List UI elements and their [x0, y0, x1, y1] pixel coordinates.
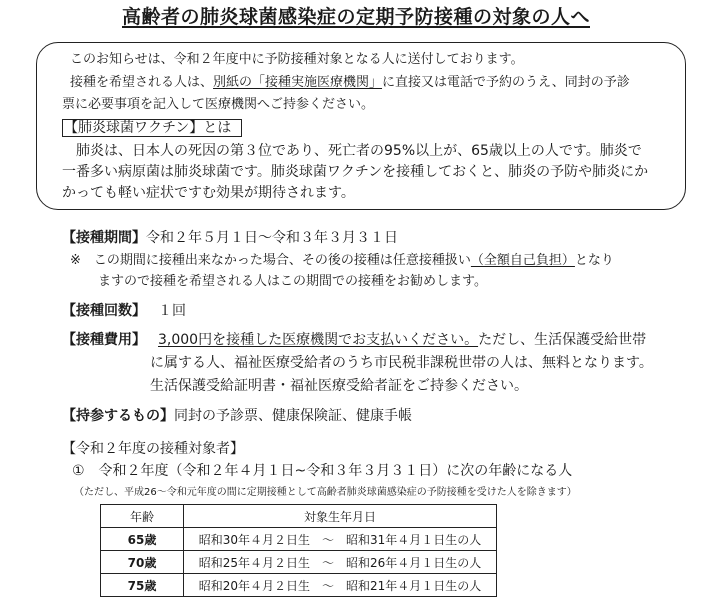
cost-row: 【接種費用】 3,000円を接種した医療機関でお支払いください。ただし、生活保護受給世帯 [62, 332, 647, 348]
cost-line: 生活保護受給証明書・福祉医療受給者証をご持参ください。 [150, 378, 528, 394]
age-cell: 65歳 [101, 528, 184, 551]
bring-key: 【持参するもの】 [62, 408, 174, 424]
period-key: 【接種期間】 [62, 230, 146, 246]
page-title: 高齢者の肺炎球菌感染症の定期予防接種の対象の人へ [121, 6, 590, 28]
period-value: 令和２年５月１日～令和３年３月３１日 [146, 230, 398, 246]
cost-key: 【接種費用】 [62, 332, 146, 348]
period-row [62, 230, 398, 246]
notice-line: このお知らせは、令和２年度中に予防接種対象となる人に送付しております。 [70, 52, 524, 67]
vaccine-heading: 【肺炎球菌ワクチン】とは [64, 120, 232, 136]
table-header: 年齢 [101, 505, 184, 528]
vaccine-body-line: 一番多い病原菌は肺炎球菌です。肺炎球菌ワクチンを接種しておくと、肺炎の予防や肺炎にか [62, 164, 649, 180]
clinic-list-reference: 別紙の「接種実施医療機関」 [213, 75, 383, 90]
age-cell: 70歳 [101, 551, 184, 574]
count-value: １回 [158, 303, 186, 319]
notice-line: 接種を希望される人は、別紙の「接種実施医療機関」に直接又は電話で予約のうえ、同封の予診 [70, 75, 630, 90]
birthdate-range-cell: 昭和20年４月２日生 ～ 昭和21年４月１日生の人 [184, 574, 497, 597]
count-row [62, 303, 186, 319]
target-heading: 【令和２年度の接種対象者】 [62, 441, 244, 457]
vaccine-body-line: かっても軽い症状ですむ効果が期待されます。 [62, 185, 355, 201]
period-note-line: ※ この期間に接種出来なかった場合、その後の接種は任意接種扱い（全額自己負担）となり [70, 253, 614, 268]
period-note-line: ますので接種を希望される人はこの期間での接種をお勧めします。 [98, 274, 487, 289]
count-key: 【接種回数】 [62, 303, 146, 319]
target-item: ① 令和２年度（令和２年４月１日~令和３年３月３１日）に次の年齢になる人 [72, 463, 573, 479]
cost-line: に属する人、福祉医療受給者のうち市民税非課税世帯の人は、無料となります。 [150, 355, 653, 371]
bring-row [62, 408, 412, 424]
target-note: （ただし、平成26～令和元年度の間に定期接種として高齢者肺炎球菌感染症の予防接種を受けた人を除きます） [74, 487, 577, 498]
bring-value: 同封の予診票、健康保険証、健康手帳 [174, 408, 412, 424]
age-cell: 75歳 [101, 574, 184, 597]
notice-line: 票に必要事項を記入して医療機関へご持参ください。 [62, 97, 375, 112]
vaccine-body-line: 肺炎は、日本人の死因の第３位であり、死亡者の95%以上が、65歳以上の人です。肺炎で [76, 143, 642, 159]
table-row [101, 528, 497, 551]
cost-value: 3,000円を接種した医療機関でお支払いください。 [158, 332, 479, 348]
table-header: 対象生年月日 [184, 505, 497, 528]
table-row [101, 574, 497, 597]
table-header-row [101, 505, 497, 528]
table-row [101, 551, 497, 574]
age-table [100, 504, 497, 597]
birthdate-range-cell: 昭和30年４月２日生 ～ 昭和31年４月１日生の人 [184, 528, 497, 551]
birthdate-range-cell: 昭和25年４月２日生 ～ 昭和26年４月１日生の人 [184, 551, 497, 574]
